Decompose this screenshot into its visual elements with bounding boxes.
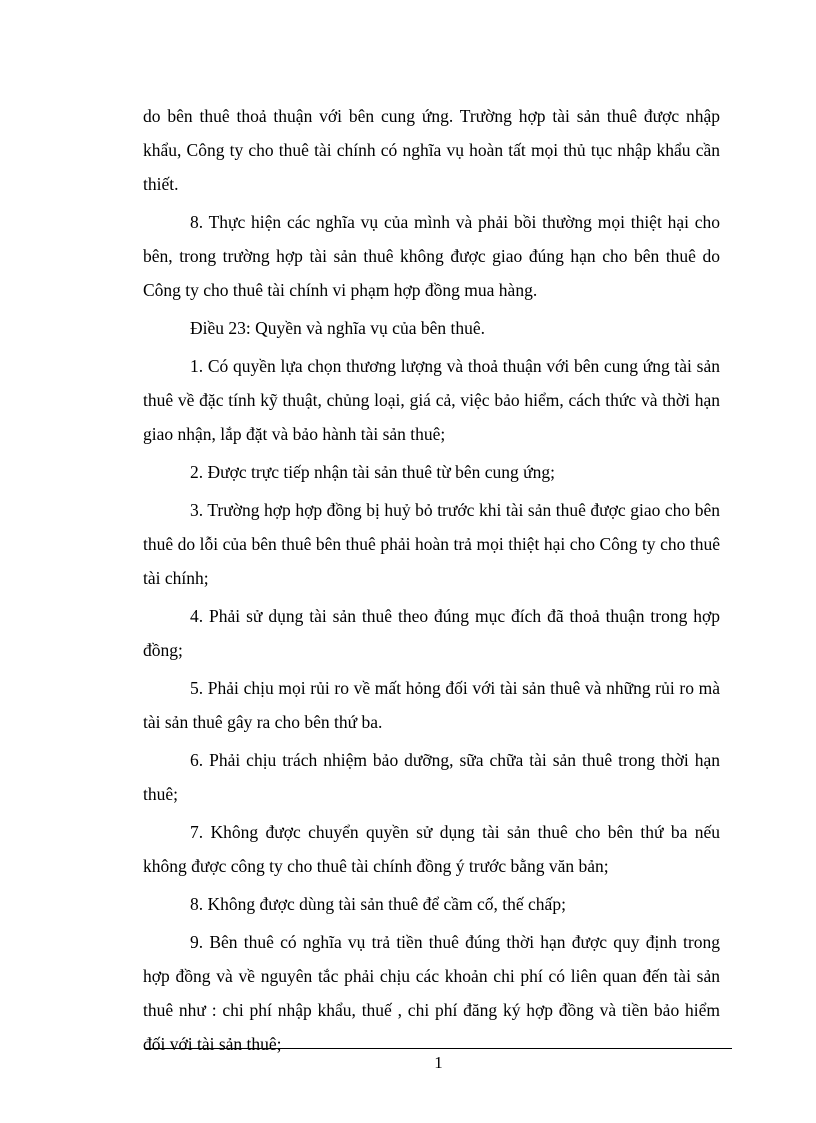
paragraph-item-8-lessor: 8. Thực hiện các nghĩa vụ của mình và phải bồi thường mọi thiệt hại cho bên, trong trường hợp tài sản thuê không được giao đúng hạn cho bên thuê do Công ty cho thuê tài chính vi phạm hợp đồng mua hàng. xyxy=(143,212,720,300)
document-body xyxy=(143,99,720,1065)
paragraph-continuation: do bên thuê thoả thuận với bên cung ứng. Trường hợp tài sản thuê được nhập khẩu, Công ty cho thuê tài chính có nghĩa vụ hoàn tất mọi thủ tục nhập khẩu cần thiết. xyxy=(143,106,720,194)
paragraph-item-5: 5. Phải chịu mọi rủi ro về mất hỏng đối với tài sản thuê và những rủi ro mà tài sản thuê gây ra cho bên thứ ba. xyxy=(143,678,720,732)
paragraph-item-7: 7. Không được chuyển quyền sử dụng tài sản thuê cho bên thứ ba nếu không được công ty cho thuê tài chính đồng ý trước bằng văn bản; xyxy=(143,822,720,876)
paragraph-item-8: 8. Không được dùng tài sản thuê để cầm cố, thế chấp; xyxy=(190,894,566,914)
footer-divider xyxy=(145,1048,732,1049)
page-number: 1 xyxy=(434,1053,443,1072)
paragraph-item-9: 9. Bên thuê có nghĩa vụ trả tiền thuê đúng thời hạn được quy định trong hợp đồng và về nguyên tắc phải chịu các khoản chi phí có liên quan đến tài sản thuê như : chi phí nhập khẩu, thuế , chi phí đăng ký hợp đồng và tiền bảo hiểm đối với tài sản thuê; xyxy=(143,932,720,1054)
paragraph-item-1: 1. Có quyền lựa chọn thương lượng và thoả thuận với bên cung ứng tài sản thuê về đặc tính kỹ thuật, chủng loại, giá cả, việc bảo hiểm, cách thức và thời hạn giao nhận, lắp đặt và bảo hành tài sản thuê; xyxy=(143,356,720,444)
article-23-heading: Điều 23: Quyền và nghĩa vụ của bên thuê. xyxy=(190,318,485,338)
paragraph-item-6: 6. Phải chịu trách nhiệm bảo dưỡng, sữa chữa tài sản thuê trong thời hạn thuê; xyxy=(143,750,720,804)
paragraph-item-3: 3. Trường hợp hợp đồng bị huỷ bỏ trước khi tài sản thuê được giao cho bên thuê do lỗi của bên thuê bên thuê phải hoàn trả mọi thiệt hại cho Công ty cho thuê tài chính; xyxy=(143,500,720,588)
paragraph-item-4: 4. Phải sử dụng tài sản thuê theo đúng mục đích đã thoả thuận trong hợp đồng; xyxy=(143,606,720,660)
paragraph-item-2: 2. Được trực tiếp nhận tài sản thuê từ bên cung ứng; xyxy=(190,462,556,482)
